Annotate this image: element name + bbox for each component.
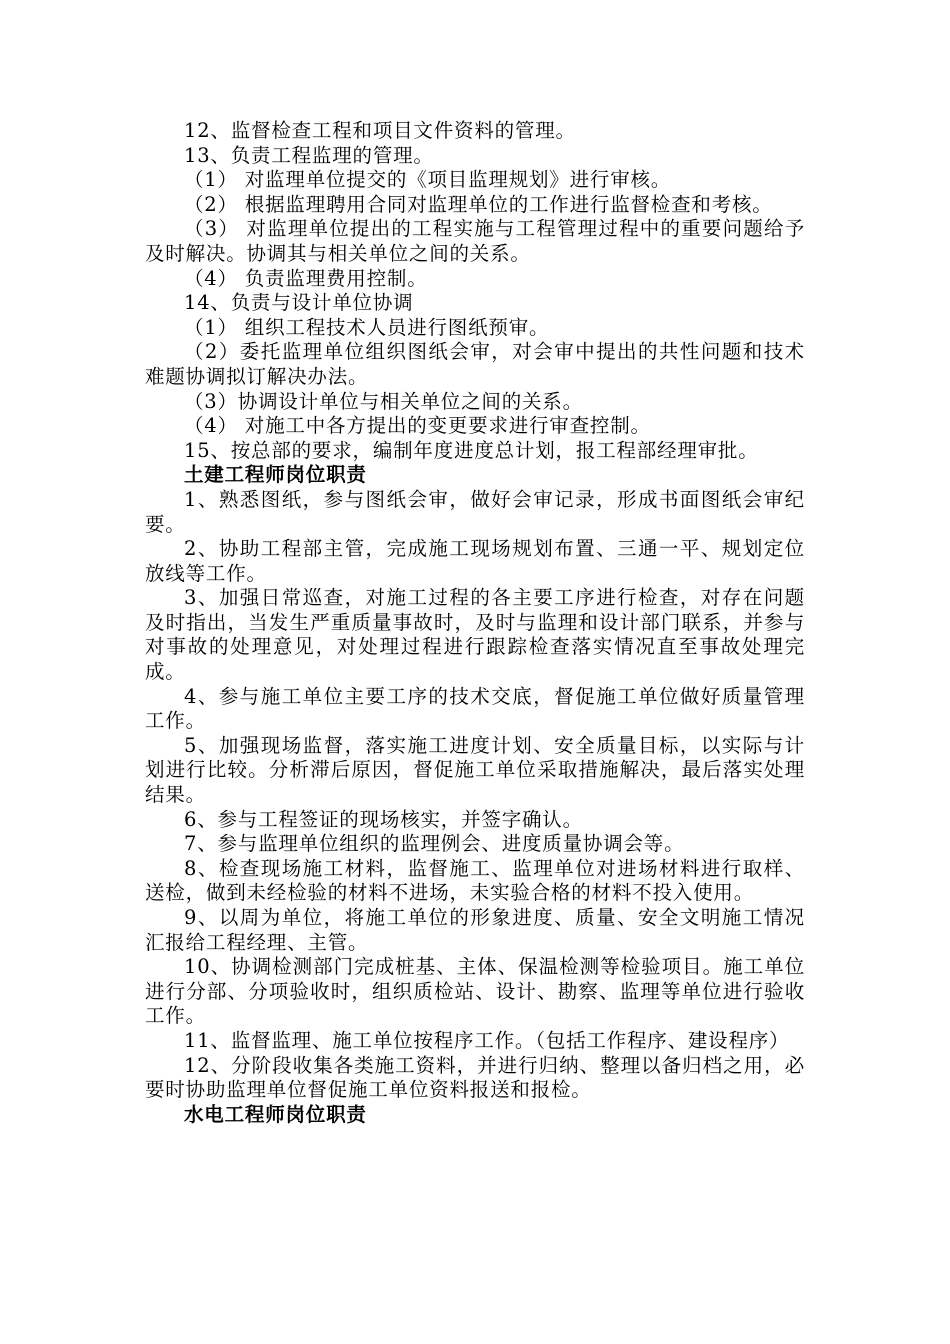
paragraph-2: 13、负责工程监理的管理。 (184, 143, 434, 167)
section-heading-civil-engineer: 土建工程师岗位职责 (184, 463, 367, 487)
paragraph-13: 1、熟悉图纸，参与图纸会审，做好会审记录，形成书面图纸会审纪要。 (145, 487, 805, 536)
paragraph-16: 4、参与施工单位主要工序的技术交底，督促施工单位做好质量管理工作。 (145, 684, 805, 733)
paragraph-8: （1） 组织工程技术人员进行图纸预审。 (184, 315, 550, 339)
document-page (145, 119, 805, 1127)
paragraph-15: 3、加强日常巡查，对施工过程的各主要工序进行检查，对存在问题及时指出，当发生严重质量事故时，及时与监理和设计部门联系，并参与对事故的处理意见，对处理过程进行跟踪检查落实情况直至事故处理完成。 (145, 586, 805, 684)
paragraph-9: （2）委托监理单位组织图纸会审，对会审中提出的共性问题和技术难题协调拟订解决办法。 (145, 340, 805, 388)
paragraph-23: 11、监督监理、施工单位按程序工作。（包括工作程序、建设程序） (184, 1028, 790, 1052)
paragraph-11: （4） 对施工中各方提出的变更要求进行审查控制。 (184, 414, 651, 438)
paragraph-18: 6、参与工程签证的现场核实，并签字确认。 (184, 807, 583, 831)
paragraph-17: 5、加强现场监督，落实施工进度计划、安全质量目标，以实际与计划进行比较。分析滞后原因，督促施工单位采取措施解决，最后落实处理结果。 (145, 733, 805, 807)
paragraph-4: （2） 根据监理聘用合同对监理单位的工作进行监督检查和考核。 (184, 192, 773, 216)
paragraph-12: 15、按总部的要求，编制年度进度总计划，报工程部经理审批。 (184, 438, 759, 462)
paragraph-22: 10、协调检测部门完成桩基、主体、保温检测等检验项目。施工单位进行分部、分项验收时，组织质检站、设计、勘察、监理等单位进行验收工作。 (145, 955, 805, 1028)
paragraph-14: 2、协助工程部主管，完成施工现场规划布置、三通一平、规划定位放线等工作。 (145, 537, 805, 585)
paragraph-6: （4） 负责监理费用控制。 (184, 266, 428, 290)
section-heading-mep-engineer: 水电工程师岗位职责 (184, 1102, 367, 1126)
paragraph-3: （1） 对监理单位提交的《项目监理规划》进行审核。 (184, 168, 672, 192)
paragraph-24: 12、分阶段收集各类施工资料，并进行归纳、整理以备归档之用，必要时协助监理单位督促施工单位资料报送和报检。 (145, 1053, 805, 1102)
paragraph-21: 9、以周为单位，将施工单位的形象进度、质量、安全文明施工情况汇报给工程经理、主管。 (145, 906, 805, 954)
paragraph-7: 14、负责与设计单位协调 (184, 291, 414, 315)
paragraph-10: （3）协调设计单位与相关单位之间的关系。 (184, 389, 583, 413)
paragraph-5: （3） 对监理单位提出的工程实施与工程管理过程中的重要问题给予及时解决。协调其与相关单位之间的关系。 (145, 217, 805, 265)
paragraph-1: 12、监督检查工程和项目文件资料的管理。 (184, 119, 576, 142)
paragraph-19: 7、参与监理单位组织的监理例会、进度质量协调会等。 (184, 832, 685, 856)
paragraph-20: 8、检查现场施工材料，监督施工、监理单位对进场材料进行取样、送检，做到未经检验的材料不进场，未实验合格的材料不投入使用。 (145, 856, 805, 905)
